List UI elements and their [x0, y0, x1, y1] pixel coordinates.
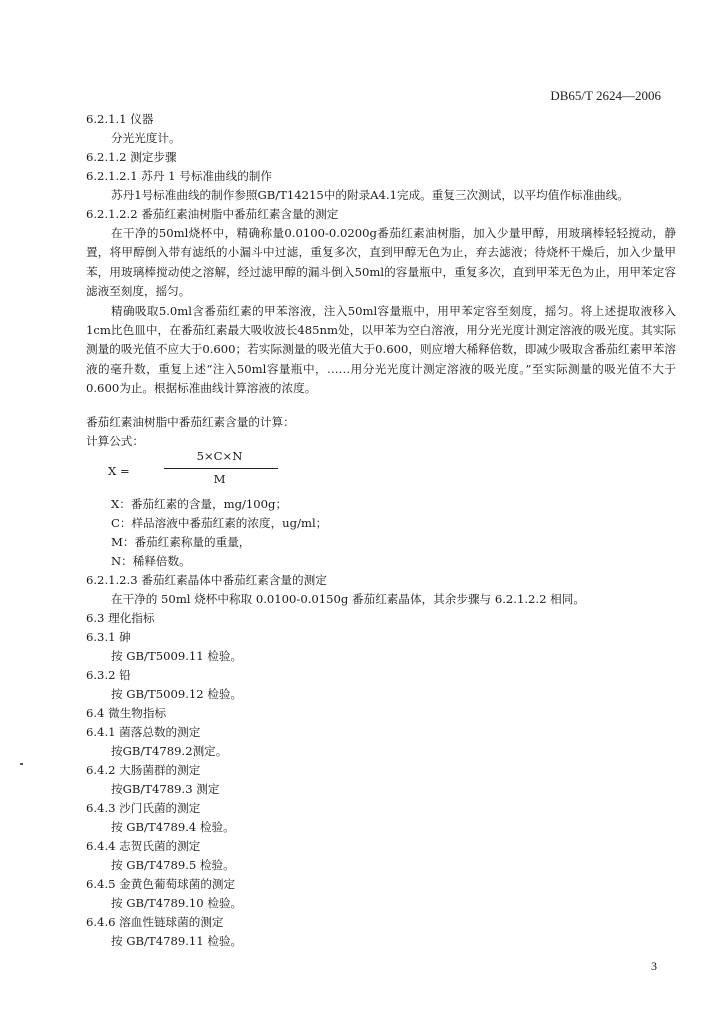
formula — [108, 448, 676, 495]
scan-speck — [20, 763, 23, 765]
section-heading: 6.3.2 铅 — [86, 667, 131, 682]
section-body: 按 GB/T5009.12 检验。 — [111, 686, 243, 701]
calc-title: 番茄红素油树脂中番茄红素含量的计算： — [86, 414, 295, 429]
page-number: 3 — [651, 959, 657, 973]
section-heading: 6.3 理化指标 — [86, 610, 155, 625]
section-heading: 6.4.6 溶血性链球菌的测定 — [86, 914, 224, 929]
fraction-bar — [164, 468, 278, 469]
clause-text: 分光光度计。 — [111, 131, 181, 145]
section-heading: 6.2.1.2.3 番茄红素晶体中番茄红素含量的测定 — [86, 572, 327, 587]
section-body: 按 GB/T5009.11 检验。 — [111, 648, 243, 663]
procedure-paragraph: 在干净的50ml烧杯中，精确称量0.0100-0.0200g番茄红素油树脂，加入少量甲醇，用玻璃棒轻轻搅动，静置，将甲醇倒入带有滤纸的小漏斗中过滤，重复多次，直到甲醇无色为止，弃去滤液；待烧杯干燥后，加入少量甲苯，用玻璃棒搅动使之溶解，经过滤甲醇的漏斗倒入50ml的容量瓶中，重复多次，直到甲苯无色为止，用甲苯定容滤液至刻度，摇匀。 — [86, 226, 676, 299]
section-heading: 6.4.2 大肠菌群的测定 — [86, 762, 201, 777]
section-body: 按GB/T4789.3 测定 — [111, 781, 220, 796]
clause-heading: 6.2.1.1 仪器 — [86, 112, 154, 126]
clause-heading: 6.2.1.2 测定步骤 — [86, 150, 177, 164]
section-heading: 6.4.5 金黄色葡萄球菌的测定 — [86, 876, 236, 891]
section-body: 按 GB/T4789.11 检验。 — [111, 933, 243, 948]
section-heading: 6.3.1 砷 — [86, 629, 131, 644]
procedure-paragraph: 精确吸取5.0ml含番茄红素的甲苯溶液，注入50ml容量瓶中，用甲苯定容至刻度，摇匀。将上述提取液移入1cm比色皿中，在番茄红素最大吸收波长485nm处，以甲苯为空白溶液，用分光光度计测定溶液的吸光度。其实际测量的吸光值不应大于0.600；若实际测量的吸光值大于0.600，则应增大稀释倍数，即减少吸取含番茄红素甲苯溶液的毫升数，重复上述“注入50ml容量瓶中，……用分光光度计测定溶液的吸光度。”至实际测量的吸光值不大于0.600为止。根据标准曲线计算溶液的浓度。 — [86, 303, 676, 396]
section-heading: 6.4.3 沙门氏菌的测定 — [86, 800, 201, 815]
variable-definition: C：样品溶液中番茄红素的浓度，ug/ml； — [111, 515, 328, 530]
section-heading: 6.4.4 志贺氏菌的测定 — [86, 838, 201, 853]
clause-heading: 6.2.1.2.2 番茄红素油树脂中番茄红素含量的测定 — [86, 207, 339, 221]
section-body: 在干净的 50ml 烧杯中称取 0.0100-0.0150g 番茄红素晶体，其余步骤与 6.2.1.2.2 相同。 — [111, 591, 585, 606]
variable-definition: N：稀释倍数。 — [111, 553, 191, 568]
section-heading: 6.4.1 菌落总数的测定 — [86, 724, 201, 739]
clause-heading: 6.2.1.2.1 苏丹 1 号标准曲线的制作 — [86, 169, 272, 183]
section-body: 按 GB/T4789.4 检验。 — [111, 819, 235, 834]
clause-text: 苏丹1号标准曲线的制作参照GB/T14215中的附录A4.1完成。重复三次测试，以平均值作标准曲线。 — [111, 188, 629, 202]
formula-denominator: M — [213, 471, 226, 486]
variable-definition: M：番茄红素称量的重量， — [111, 534, 251, 549]
section-body: 按 GB/T4789.5 检验。 — [111, 857, 235, 872]
document-body — [86, 110, 676, 951]
variable-definition: X：番茄红素的含量，mg/100g； — [111, 496, 288, 511]
section-body: 按 GB/T4789.10 检验。 — [111, 895, 243, 910]
formula-lhs: X = — [108, 463, 130, 478]
section-heading: 6.4 微生物指标 — [86, 705, 167, 720]
section-body: 按GB/T4789.2测定。 — [111, 743, 228, 758]
standard-code: DB65/T 2624—2006 — [550, 88, 661, 103]
formula-label: 计算公式： — [86, 433, 144, 448]
formula-numerator: 5×C×N — [196, 448, 243, 463]
